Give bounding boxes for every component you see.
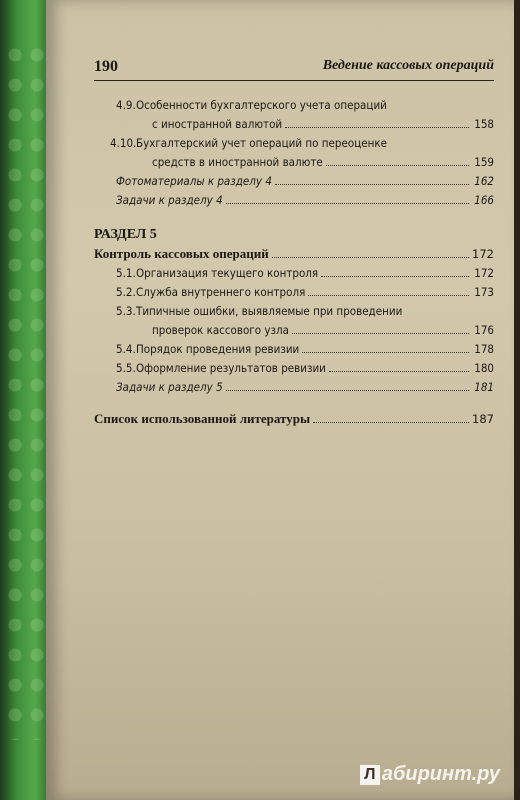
dot-leader [275, 184, 469, 185]
toc-entry [94, 302, 494, 340]
toc-entry-title: Задачи к разделу 5 [116, 380, 223, 394]
toc-entry-title: Бухгалтерский учет операций по переоценке [136, 136, 387, 150]
dot-leader [226, 203, 469, 204]
book-spine-cover [0, 0, 50, 800]
toc-page-number: 172 [472, 247, 494, 261]
toc-entry-number: 4.10. [110, 136, 137, 150]
toc-entry-title: Оформление результатов ревизии [136, 361, 326, 375]
toc-entry-title: средств в иностранной валюте [152, 155, 323, 169]
toc-page-number: 180 [474, 361, 494, 375]
dot-leader [329, 371, 469, 372]
toc-entry [94, 378, 494, 397]
dot-leader [313, 422, 469, 423]
toc-page-number: 158 [474, 117, 494, 131]
toc-entry-title: Особенности бухгалтерского учета операций [136, 98, 387, 112]
watermark-text: абиринт.ру [381, 763, 500, 785]
toc-entry-number: 5.2. [116, 285, 136, 299]
toc-page-number: 178 [474, 342, 494, 356]
dot-leader [321, 276, 469, 277]
toc-page-number: 162 [474, 174, 494, 188]
section-label: РАЗДЕЛ 5 [94, 227, 157, 242]
labirint-logo-icon: Л [360, 765, 380, 785]
dot-leader [272, 257, 469, 258]
dot-leader [292, 333, 469, 334]
toc-page-number: 166 [474, 193, 494, 207]
dot-leader [226, 390, 469, 391]
dot-leader [308, 295, 469, 296]
dot-leader [285, 127, 469, 128]
toc-entry-title: проверок кассового узла [152, 323, 289, 337]
labirint-watermark [360, 763, 500, 786]
toc-page-number: 159 [474, 155, 494, 169]
toc-page-number: 172 [474, 266, 494, 280]
toc-entry [94, 134, 494, 172]
toc-entry-title: Порядок проведения ревизии [136, 342, 300, 356]
toc-entry-title: Фотоматериалы к разделу 4 [116, 174, 272, 188]
table-of-contents [94, 96, 494, 429]
bibliography-title: Список использованной литературы [94, 411, 311, 426]
toc-entry-title: с иностранной валютой [152, 117, 283, 131]
toc-entry [94, 359, 494, 378]
page-header [94, 56, 494, 81]
cover-pattern [4, 40, 44, 740]
section-title-entry [94, 244, 494, 264]
toc-page-number: 176 [474, 323, 494, 337]
toc-entry-number: 5.4. [116, 342, 136, 356]
toc-entry [94, 340, 494, 359]
toc-entry-number: 5.5. [116, 361, 136, 375]
bibliography-entry [94, 409, 494, 429]
toc-entry-title: Задачи к разделу 4 [116, 193, 223, 207]
toc-entry [94, 283, 494, 302]
toc-entry-title: Типичные ошибки, выявляемые при проведении [136, 304, 403, 318]
toc-entry [94, 96, 494, 134]
toc-page-number: 173 [474, 285, 494, 299]
toc-entry-number: 4.9. [116, 98, 136, 112]
page-number: 190 [94, 58, 118, 75]
toc-page-number: 187 [472, 412, 494, 426]
toc-entry-number: 5.1. [116, 266, 136, 280]
section-title: Контроль кассовых операций [94, 246, 269, 261]
toc-entry [94, 172, 494, 191]
dot-leader [302, 352, 469, 353]
toc-entry [94, 264, 494, 283]
toc-entry-title: Организация текущего контроля [136, 266, 319, 280]
toc-entry-title: Служба внутреннего контроля [136, 285, 306, 299]
toc-page-number: 181 [474, 380, 494, 394]
running-title: Ведение кассовых операций [322, 58, 494, 73]
toc-entry-number: 5.3. [116, 304, 136, 318]
book-page [46, 0, 514, 800]
dot-leader [326, 165, 469, 166]
toc-entry [94, 191, 494, 210]
